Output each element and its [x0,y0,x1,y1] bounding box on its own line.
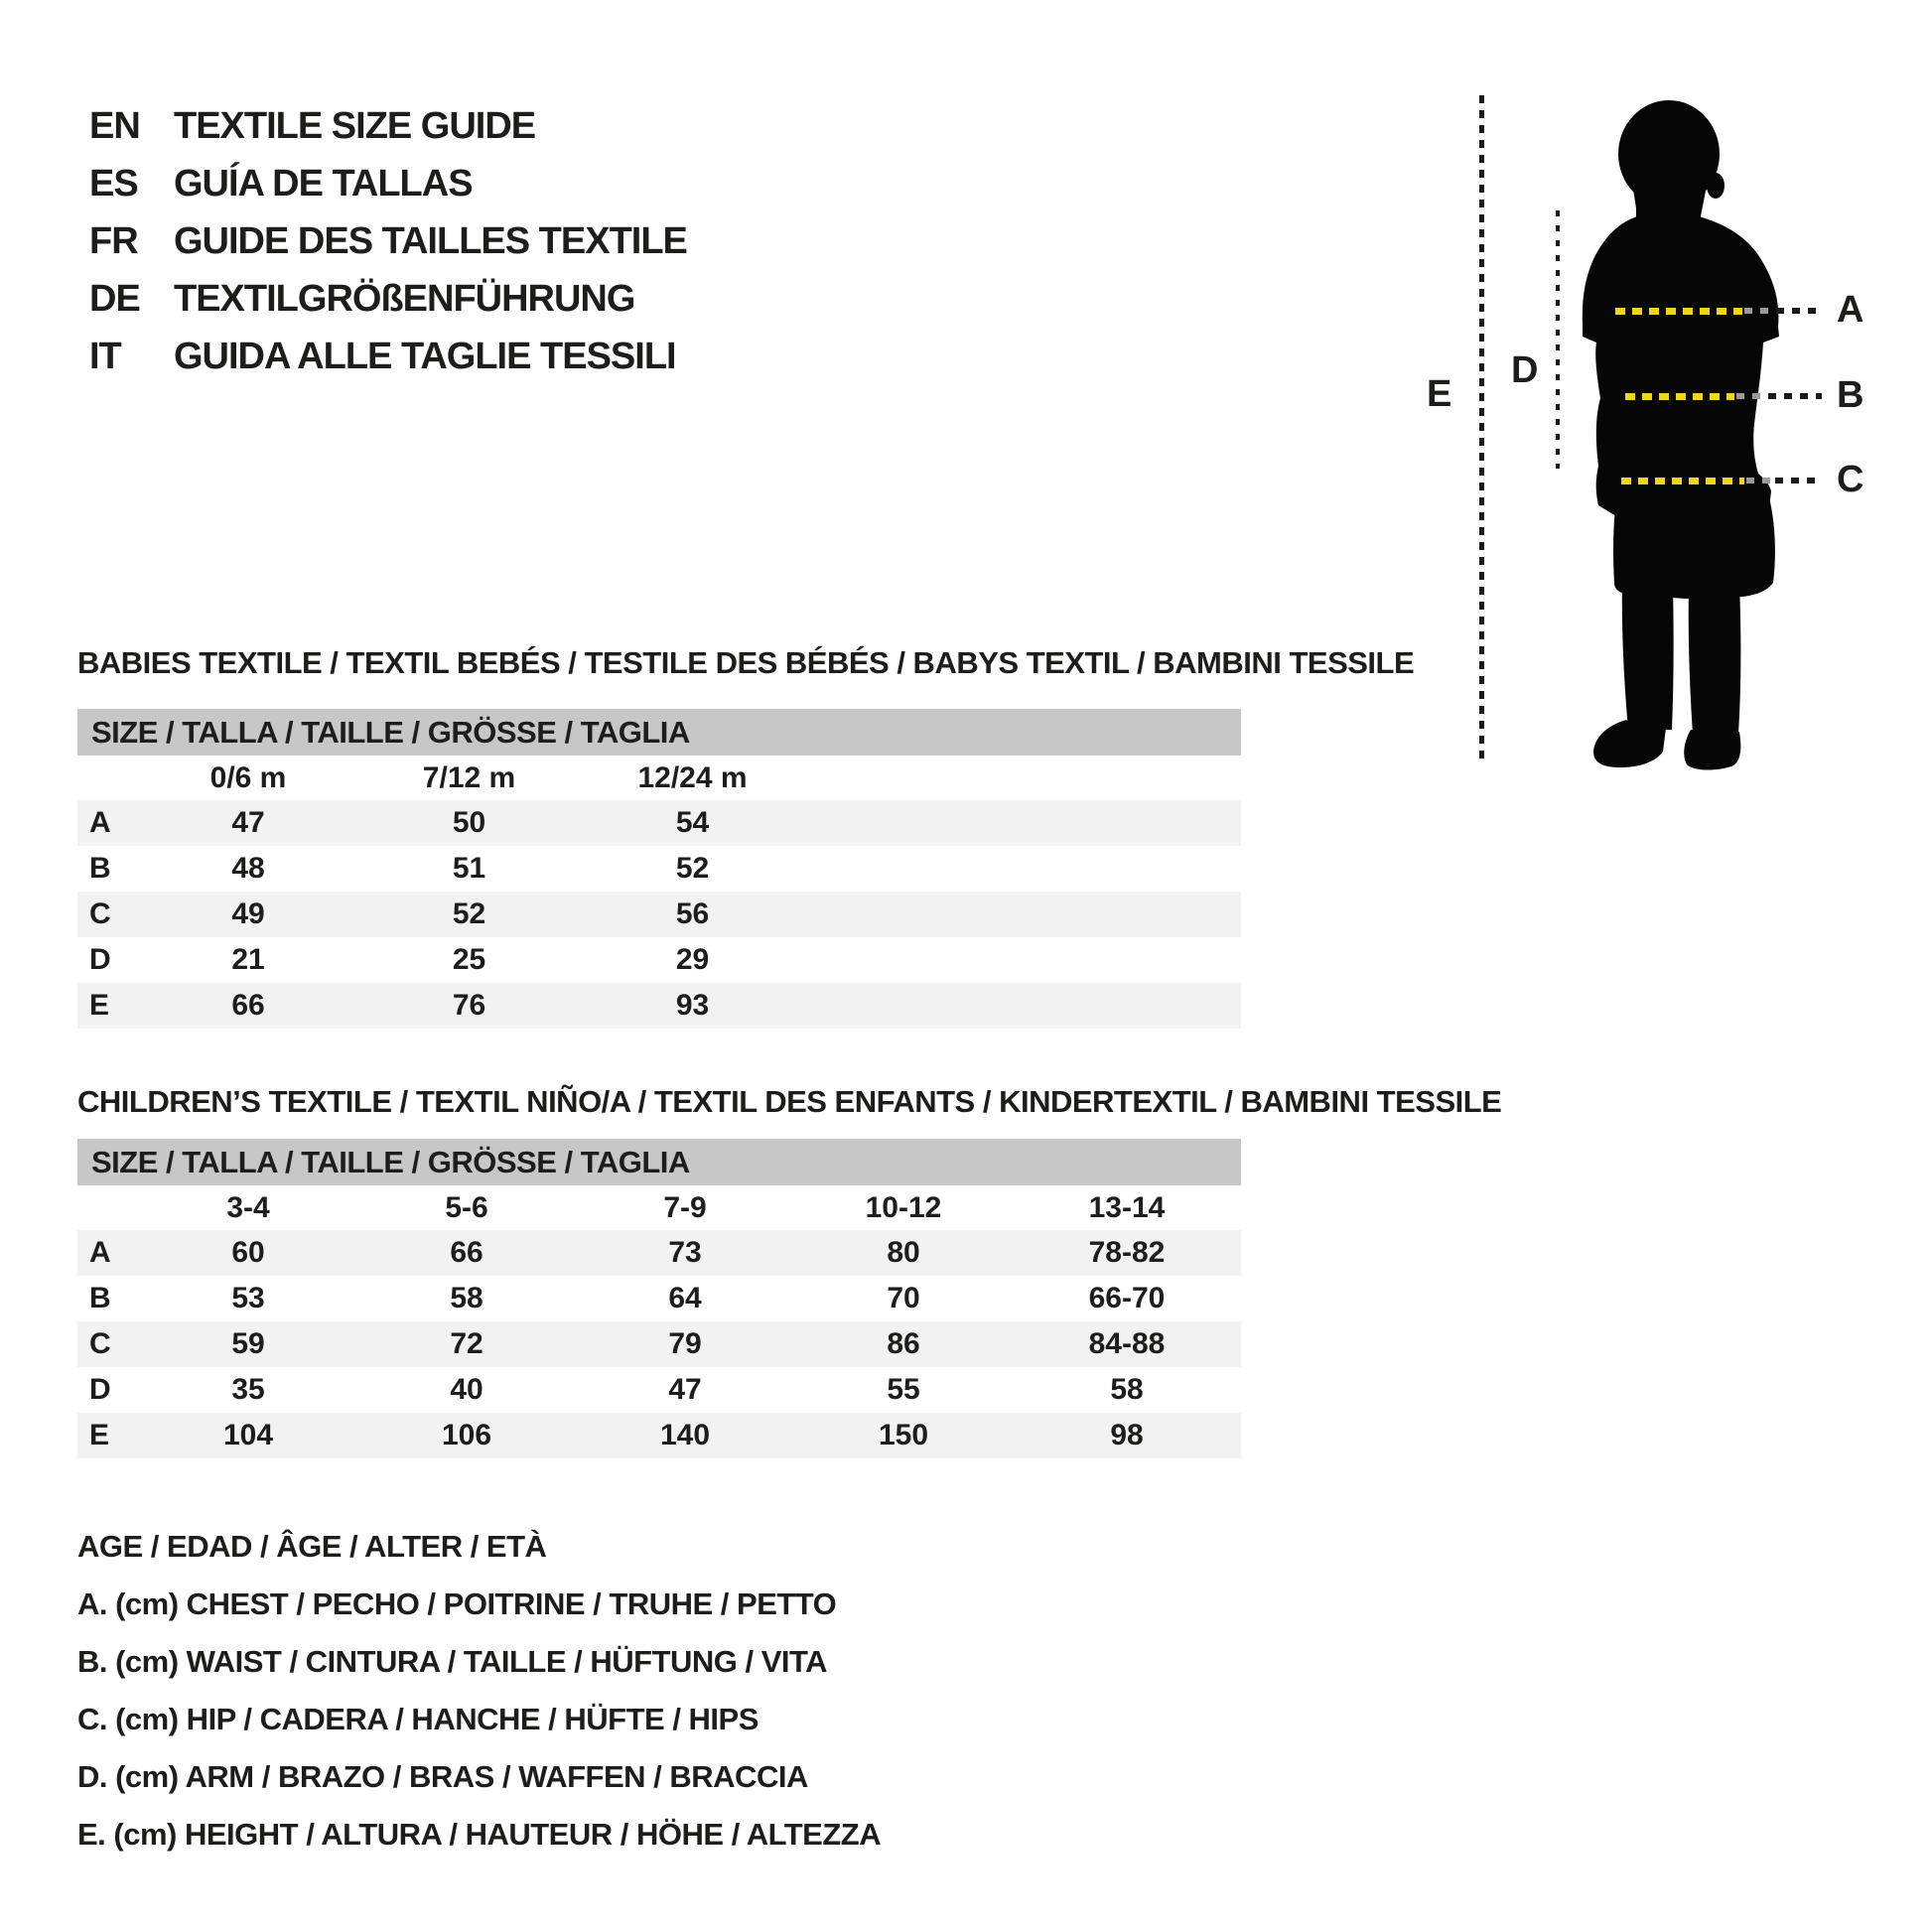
table-cell: 60 [231,1236,265,1269]
chest-line-a-yellow [1615,308,1742,315]
table-cell: 98 [1110,1419,1144,1451]
table-cell: 104 [222,1419,274,1451]
babies-col-header: 7/12 m [422,760,516,794]
row-label: E [89,1419,110,1451]
language-row-de [89,278,687,336]
table-cell: 66 [450,1236,483,1269]
language-code: FR [89,220,138,262]
table-cell: 54 [675,806,710,839]
table-cell: 48 [231,852,265,885]
row-label: D [89,943,111,976]
language-code: EN [89,105,140,147]
table-cell: 47 [231,806,265,839]
table-row [77,1276,1241,1321]
table-cell: 21 [231,943,265,976]
guide-title-fr: GUIDE DES TAILLES TEXTILE [174,220,687,262]
row-label: C [89,897,111,930]
table-row [77,1321,1241,1367]
height-measure-line-e [1479,95,1484,762]
table-cell: 51 [452,852,486,885]
row-label: A [89,1236,111,1269]
children-col-header: 10-12 [865,1190,942,1224]
table-row [77,892,1241,937]
babies-size-header-band: SIZE / TALLA / TAILLE / GRÖSSE / TAGLIA [77,709,1241,756]
row-label: E [89,989,110,1022]
table-cell: 72 [450,1327,483,1360]
table-cell: 93 [675,989,710,1022]
babies-column-header-row [77,756,1241,800]
children-size-table [77,1139,1241,1458]
table-cell: 78-82 [1088,1236,1166,1269]
measure-label-d: D [1511,349,1538,391]
table-cell: 58 [450,1282,483,1314]
hip-line-c-fade [1746,478,1772,483]
children-col-header: 7-9 [663,1190,707,1224]
language-row-es [89,163,687,220]
table-cell: 56 [675,897,710,930]
language-title-list [89,105,687,393]
legend-height: E. (cm) HEIGHT / ALTURA / HAUTEUR / HÖHE / ALTEZZA [77,1817,882,1852]
babies-section-title: BABIES TEXTILE / TEXTIL BEBÉS / TESTILE DES BÉBÉS / BABYS TEXTIL / BAMBINI TESSILE [77,645,1415,680]
table-cell: 47 [668,1373,702,1406]
table-cell: 66-70 [1088,1282,1166,1314]
table-row [77,1413,1241,1458]
table-row [77,1367,1241,1413]
table-row [77,846,1241,892]
child-silhouette-figure [1537,84,1805,779]
table-cell: 73 [668,1236,702,1269]
guide-title-de: TEXTILGRÖßENFÜHRUNG [174,278,635,320]
table-cell: 86 [887,1327,920,1360]
table-row [77,1230,1241,1276]
table-cell: 55 [887,1373,920,1406]
table-row [77,800,1241,846]
guide-title-en: TEXTILE SIZE GUIDE [174,105,536,147]
children-section-title: CHILDREN’S TEXTILE / TEXTIL NIÑO/A / TEXTIL DES ENFANTS / KINDERTEXTIL / BAMBINI TESSILE [77,1084,1502,1119]
legend-hip: C. (cm) HIP / CADERA / HANCHE / HÜFTE / HIPS [77,1702,759,1736]
row-label: C [89,1327,111,1360]
language-row-fr [89,220,687,278]
measure-label-e: E [1427,373,1451,415]
hip-line-c-yellow [1621,478,1744,484]
waist-line-b-leader [1768,393,1822,399]
measure-label-c: C [1837,459,1863,500]
children-column-header-row [77,1185,1241,1230]
waist-line-b-yellow [1625,393,1734,400]
measure-label-b: B [1837,374,1863,416]
table-cell: 40 [450,1373,483,1406]
table-cell: 140 [659,1419,711,1451]
babies-size-table [77,709,1241,1029]
hip-line-c-leader [1775,478,1822,483]
legend-arm: D. (cm) ARM / BRAZO / BRAS / WAFFEN / BRACCIA [77,1759,808,1794]
measurement-legend [77,1529,881,1874]
table-cell: 70 [887,1282,920,1314]
row-label: A [89,806,111,839]
row-label: D [89,1373,111,1406]
measure-label-a: A [1837,289,1863,331]
table-cell: 53 [231,1282,265,1314]
language-code: ES [89,163,138,205]
table-cell: 35 [231,1373,265,1406]
guide-title-it: GUIDA ALLE TAGLIE TESSILI [174,336,676,377]
table-row [77,937,1241,983]
table-cell: 59 [231,1327,265,1360]
table-row [77,983,1241,1029]
table-cell: 66 [231,989,265,1022]
children-col-header: 3-4 [226,1190,270,1224]
table-cell: 25 [452,943,486,976]
children-col-header: 5-6 [445,1190,488,1224]
legend-waist: B. (cm) WAIST / CINTURA / TAILLE / HÜFTUNG / VITA [77,1644,828,1679]
table-cell: 52 [675,852,710,885]
row-label: B [89,852,111,885]
table-cell: 50 [452,806,486,839]
children-size-header-band: SIZE / TALLA / TAILLE / GRÖSSE / TAGLIA [77,1139,1241,1185]
table-cell: 29 [675,943,710,976]
table-cell: 52 [452,897,486,930]
table-cell: 79 [668,1327,702,1360]
legend-chest: A. (cm) CHEST / PECHO / POITRINE / TRUHE / PETTO [77,1587,837,1621]
guide-title-es: GUÍA DE TALLAS [174,163,473,205]
waist-line-b-fade [1736,393,1764,399]
table-cell: 150 [878,1419,929,1451]
chest-line-a-leader [1776,308,1822,314]
language-code: IT [89,336,121,377]
table-cell: 58 [1110,1373,1144,1406]
legend-age: AGE / EDAD / ÂGE / ALTER / ETÀ [77,1529,547,1564]
table-cell: 49 [231,897,265,930]
babies-col-header: 0/6 m [209,760,287,794]
table-cell: 106 [441,1419,492,1451]
language-row-en [89,105,687,163]
language-code: DE [89,278,140,320]
babies-col-header: 12/24 m [637,760,748,794]
chest-line-a-fade [1744,308,1772,314]
table-cell: 76 [452,989,486,1022]
language-row-it [89,336,687,393]
table-cell: 84-88 [1088,1327,1166,1360]
table-cell: 80 [887,1236,920,1269]
children-col-header: 13-14 [1088,1190,1166,1224]
row-label: B [89,1282,111,1314]
arm-measure-line-d [1556,210,1560,469]
table-cell: 64 [668,1282,702,1314]
